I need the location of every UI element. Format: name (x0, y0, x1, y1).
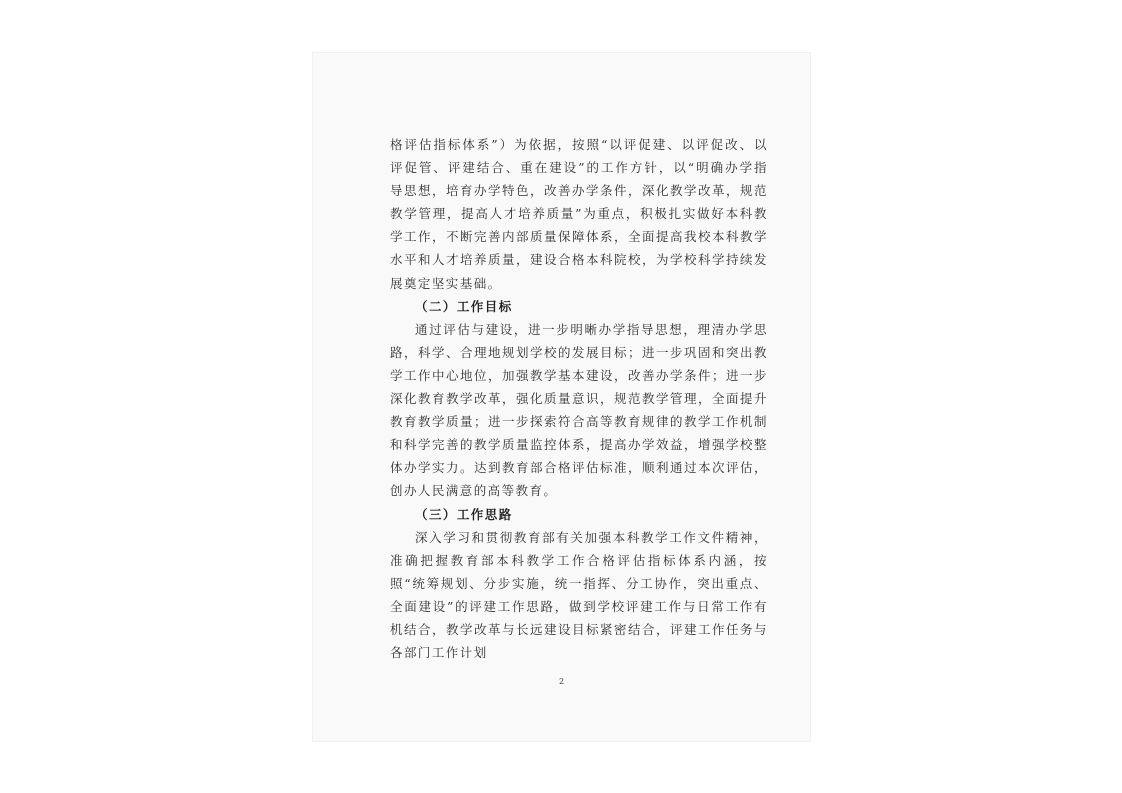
heading-work-goals: （二）工作目标 (415, 298, 513, 314)
document-page (313, 53, 810, 741)
paragraph-work-goals: 通过评估与建设，进一步明晰办学指导思想，理清办学思路，科学、合理地规划学校的发展目标；进一步巩固和突出教学工作中心地位，加强教学基本建设，改善办学条件；进一步深化教育教学改革，强化质量意识，规范教学管理，全面提升教育教学质量；进一步探索符合高等教育规律的教学工作机制和科学完善的教学质量监控体系，提高办学效益，增强学校整体办学实力。达到教育部合格评估标准，顺利通过本次评估，创办人民满意的高等教育。 (390, 321, 768, 499)
body-text (390, 133, 768, 664)
heading-work-approach: （三）工作思路 (415, 506, 513, 522)
paragraph-intro: 格评估指标体系”）为依据，按照“以评促建、以评促改、以评促管、评建结合、重在建设”的工作方针，以“明确办学指导思想，培育办学特色，改善办学条件，深化教学改革，规范教学管理，提高人才培养质量”为重点，积极扎实做好本科教学工作，不断完善内部质量保障体系，全面提高我校本科教学水平和人才培养质量，建设合格本科院校，为学校科学持续发展奠定坚实基础。 (390, 137, 768, 291)
page-number: 2 (558, 677, 565, 686)
paragraph-work-approach: 深入学习和贯彻教育部有关加强本科教学工作文件精神，准确把握教育部本科教学工作合格评估指标体系内涵，按照“统筹规划、分步实施，统一指挥、分工协作，突出重点、全面建设”的评建工作思路，做到学校评建工作与日常工作有机结合，教学改革与长远建设目标紧密结合，评建工作任务与各部门工作计划 (390, 529, 768, 661)
